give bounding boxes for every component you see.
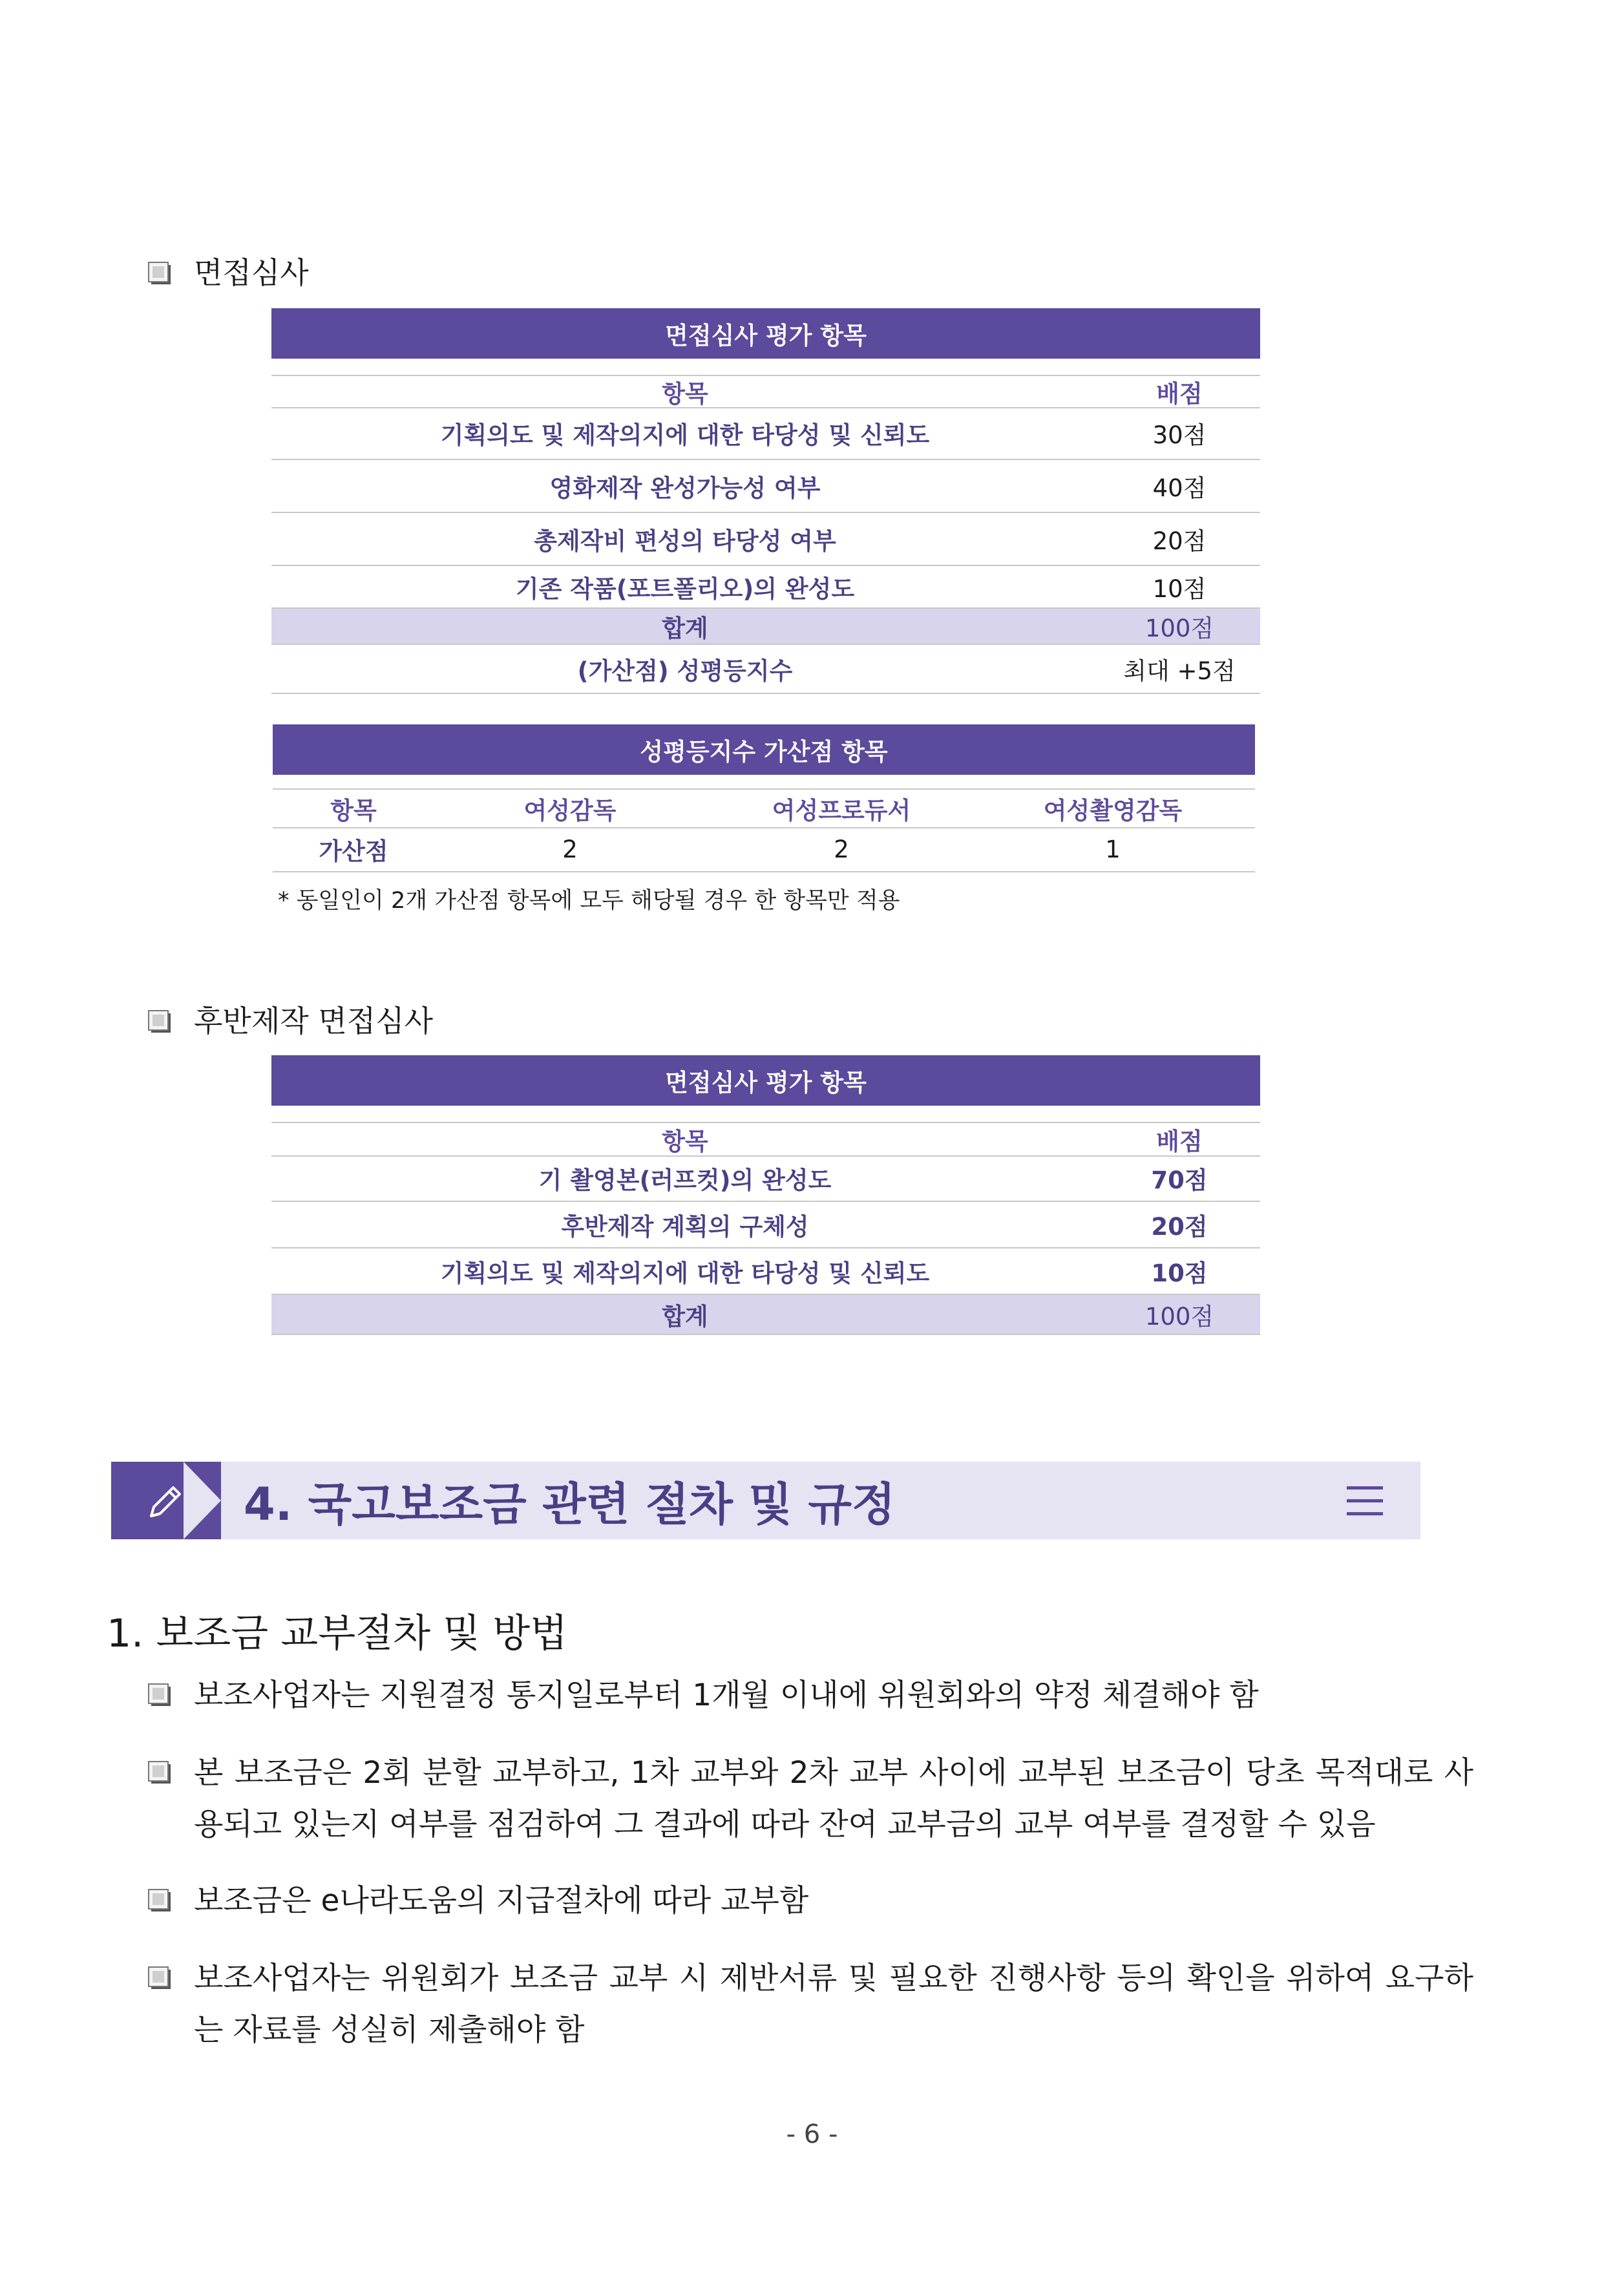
hamburger-icon[interactable]: [1345, 1484, 1384, 1519]
table-row: [271, 1202, 1260, 1248]
section-label-interview: 면접심사: [194, 255, 309, 290]
post-table-title: 면접심사 평가 항목: [271, 1055, 1260, 1106]
subsection-title: 1. 보조금 교부절차 및 방법: [107, 1611, 568, 1656]
bonus-value-producer: 2: [834, 835, 849, 863]
table-row: [271, 460, 1260, 513]
checkbox-bullet-icon: [147, 1888, 173, 1914]
paragraph: 보조사업자는 지원결정 통지일로부터 1개월 이내에 위원회와의 약정 체결해야 함: [194, 1678, 1259, 1713]
checkbox-bullet-icon: [147, 261, 173, 287]
table-row: [271, 566, 1260, 609]
pencil-icon: [111, 1462, 221, 1539]
table-row: [271, 1155, 1260, 1202]
section-label-post: 후반제작 면접심사: [194, 1004, 434, 1038]
bonus-header-item: 항목: [330, 797, 377, 825]
row-score: 10점: [1152, 575, 1207, 603]
table-row: [271, 1248, 1260, 1295]
post-table: [271, 1122, 1260, 1342]
row-score: 100점: [1144, 615, 1214, 642]
checkbox-bullet-icon: [147, 1966, 173, 1992]
bonus-note: * 동일인이 2개 가산점 항목에 모두 해당될 경우 한 항목만 적용: [278, 888, 900, 914]
banner-icon-block: [111, 1462, 221, 1539]
row-item: 총제작비 편성의 타당성 여부: [534, 527, 836, 555]
row-score: 20점: [1151, 1213, 1208, 1241]
bonus-table-title: 성평등지수 가산점 항목: [273, 724, 1255, 775]
header-score: 배점: [1156, 1128, 1203, 1155]
bonus-row-label: 가산점: [319, 837, 388, 865]
row-score: 40점: [1152, 474, 1207, 502]
header-item: 항목: [662, 380, 708, 408]
bonus-value-director: 2: [562, 835, 578, 863]
row-score: 30점: [1152, 421, 1207, 449]
bonus-header-director: 여성감독: [523, 797, 617, 825]
table-header-row: [271, 1122, 1260, 1157]
page-number: - 6 -: [786, 2120, 838, 2149]
paragraph: 보조사업자는 위원회가 보조금 교부 시 제반서류 및 필요한 진행사항 등의 확인을 위하여 요구하는 자료를 성실히 제출해야 함: [194, 1961, 1473, 2048]
row-item: 기획의도 및 제작의지에 대한 타당성 및 신뢰도: [440, 421, 930, 449]
header-item: 항목: [662, 1128, 708, 1155]
row-score: 20점: [1152, 527, 1207, 555]
row-item: (가산점) 성평등지수: [577, 657, 793, 685]
row-item: 합계: [662, 615, 708, 642]
bonus-value-cinematographer: 1: [1105, 835, 1121, 863]
table-total-row: [271, 1295, 1260, 1335]
row-item: 기 촬영본(러프컷)의 완성도: [538, 1166, 832, 1194]
table-row: [271, 513, 1260, 566]
table-row: [271, 407, 1260, 460]
row-item: 영화제작 완성가능성 여부: [549, 474, 821, 502]
row-item: 합계: [662, 1303, 708, 1331]
bonus-header-producer: 여성프로듀서: [772, 797, 911, 825]
checkbox-bullet-icon: [147, 1009, 173, 1035]
row-item: 후반제작 계획의 구체성: [561, 1213, 809, 1241]
header-score: 배점: [1156, 380, 1203, 408]
section-banner: [111, 1462, 1420, 1539]
row-score: 최대 +5점: [1123, 657, 1236, 685]
table-header-row: [273, 788, 1255, 828]
checkbox-bullet-icon: [147, 1683, 173, 1709]
paragraph: 본 보조금은 2회 분할 교부하고, 1차 교부와 2차 교부 사이에 교부된 보조금이 당초 목적대로 사용되고 있는지 여부를 점검하여 그 결과에 따라 잔여 교부금의 교부 여부를 결정할 수 있음: [194, 1755, 1473, 1842]
row-score: 100점: [1144, 1303, 1214, 1331]
interview-table-title: 면접심사 평가 항목: [271, 308, 1260, 359]
row-item: 기획의도 및 제작의지에 대한 타당성 및 신뢰도: [440, 1259, 930, 1287]
table-row: [271, 645, 1260, 694]
paragraph: 보조금은 e나라도움의 지급절차에 따라 교부함: [194, 1883, 809, 1919]
table-header-row: [271, 375, 1260, 408]
bonus-table: [273, 788, 1255, 872]
interview-table: [271, 375, 1260, 711]
row-score: 10점: [1151, 1259, 1208, 1287]
row-score: 70점: [1151, 1166, 1208, 1194]
table-total-row: [271, 609, 1260, 645]
row-item: 기존 작품(포트폴리오)의 완성도: [515, 575, 855, 603]
bonus-header-cinematographer: 여성촬영감독: [1043, 797, 1183, 825]
checkbox-bullet-icon: [147, 1760, 173, 1786]
table-row: [273, 827, 1255, 872]
banner-title: 4. 국고보조금 관련 절차 및 규정: [244, 1477, 896, 1531]
